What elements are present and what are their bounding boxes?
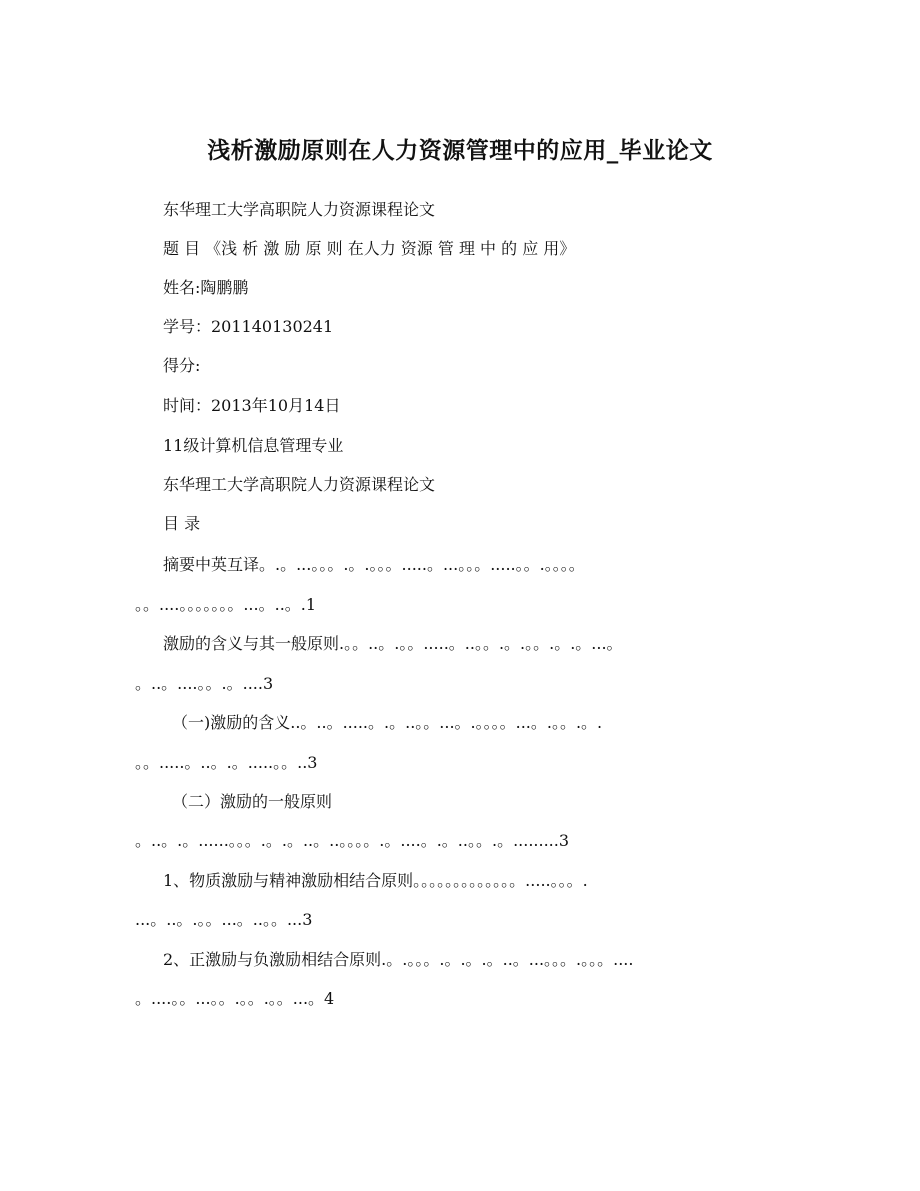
date-line: 时间：2013年10月14日 bbox=[163, 396, 341, 415]
toc-heading: 目 录 bbox=[163, 514, 201, 533]
toc-entry-meaning: （一)激励的含义..。..。.....。.。..。。...。.。。。。...。.。。.。. bbox=[172, 713, 603, 732]
major-line: 11级计算机信息管理专业 bbox=[163, 436, 344, 455]
topic-line: 题 目 《浅 析 激 励 原 则 在人力 资源 管 理 中 的 应 用》 bbox=[163, 239, 576, 258]
toc-entry-positive-negative-cont: 。....。。...。。.。。.。。...。4 bbox=[135, 989, 335, 1008]
school-course-line-repeat: 东华理工大学高职院人力资源课程论文 bbox=[163, 475, 436, 494]
toc-entry-meaning-principles-cont: 。..。....。。.。....3 bbox=[135, 674, 274, 693]
student-id-line: 学号：201140130241 bbox=[163, 317, 334, 336]
toc-entry-material-spiritual-cont: ...。..。.。。...。..。。...3 bbox=[135, 910, 313, 929]
toc-entry-general-principles: （二）激励的一般原则 bbox=[172, 792, 333, 811]
toc-entry-meaning-principles: 激励的含义与其一般原则.。。..。.。。.....。..。。.。.。。.。.。...。 bbox=[163, 634, 623, 653]
toc-entry-abstract: 摘要中英互译。.。...。。。.。.。。。.....。...。。。.....。。.。。。。 bbox=[163, 555, 585, 574]
toc-entry-material-spiritual: 1、物质激励与精神激励相结合原则。。。。。。。。。。。。。.....。。。. bbox=[163, 871, 588, 890]
toc-entry-abstract-cont: 。。....。。。。。。。...。..。.1 bbox=[135, 595, 317, 614]
student-name-line: 姓名:陶鹏鹏 bbox=[163, 278, 249, 297]
score-line: 得分: bbox=[163, 356, 201, 375]
toc-entry-meaning-cont: 。。.....。..。.。.....。。..3 bbox=[135, 753, 318, 772]
school-course-line: 东华理工大学高职院人力资源课程论文 bbox=[163, 200, 436, 219]
toc-entry-positive-negative: 2、正激励与负激励相结合原则.。.。。。.。.。.。..。...。。。.。。。.... bbox=[163, 950, 634, 969]
document-title: 浅析激励原则在人力资源管理中的应用_毕业论文 bbox=[207, 137, 713, 164]
toc-entry-general-principles-cont: 。..。.。......。。。.。.。..。..。。。。.。....。.。..。。.。.........3 bbox=[135, 831, 570, 850]
